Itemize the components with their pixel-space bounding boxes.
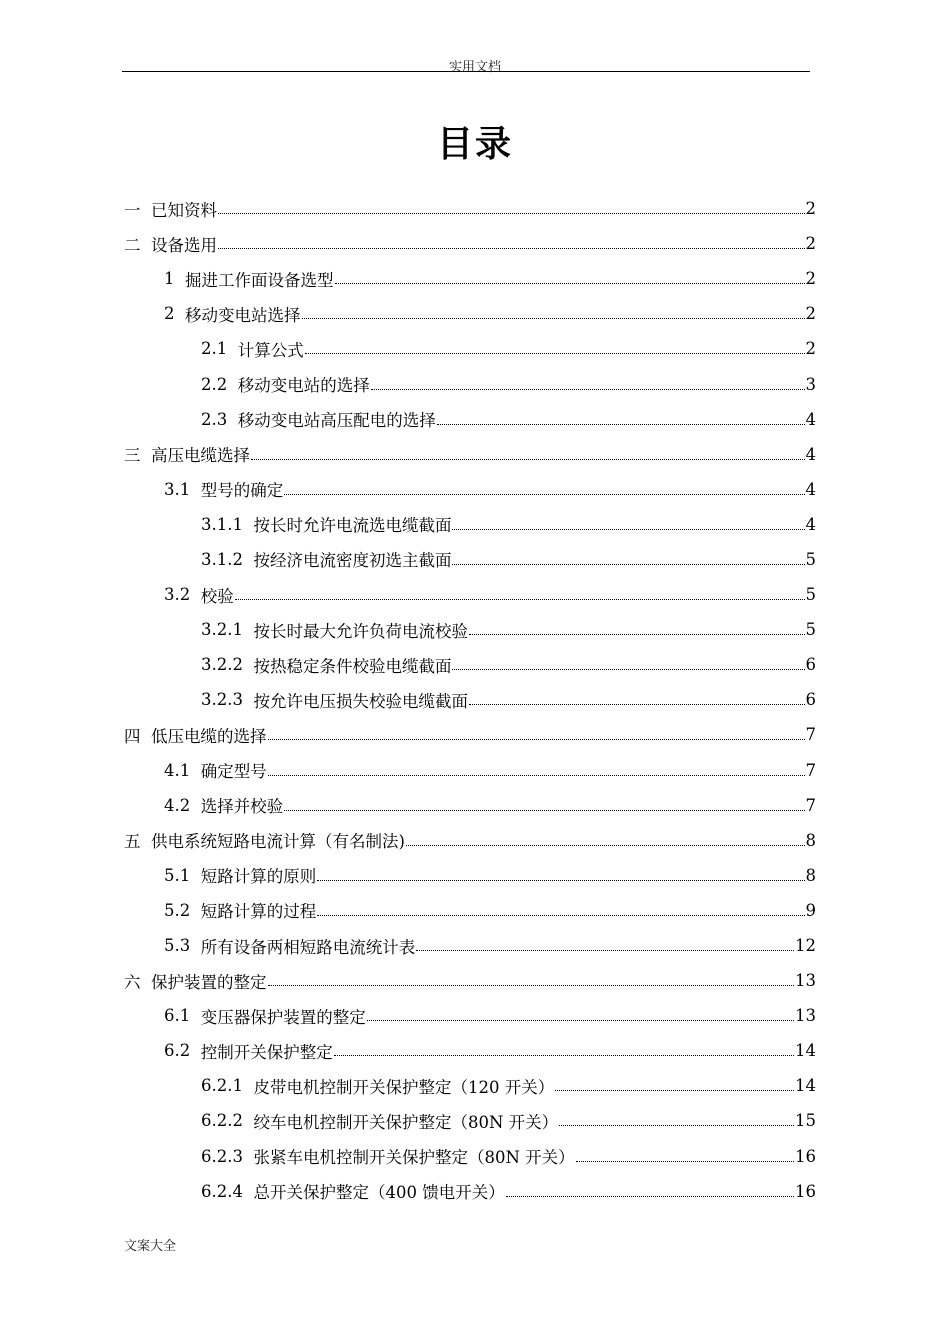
toc-entry-gap (190, 866, 201, 885)
toc-entry-title: 移动变电站的选择 (237, 376, 370, 396)
toc-entry-number: 六 (124, 972, 141, 992)
toc-entry-page: 6 (805, 690, 816, 710)
toc-dot-leader (506, 1196, 794, 1197)
toc-dot-leader (235, 599, 805, 600)
toc-entry-title: 按允许电压损失校验电缆截面 (253, 691, 468, 711)
toc-entry-gap (141, 725, 152, 744)
page-footer-text: 文案大全 (124, 1239, 177, 1254)
toc-entry-gap (190, 585, 201, 604)
toc-entry-gap (141, 199, 152, 218)
toc-entry-page: 16 (795, 1181, 816, 1201)
toc-entry-page: 4 (805, 514, 816, 534)
toc-dot-leader (284, 810, 804, 811)
toc-entry-number: 3.2 (164, 585, 191, 605)
toc-entry-title: 高压电缆选择 (151, 446, 250, 466)
toc-entry-title: 变压器保护装置的整定 (200, 1007, 366, 1027)
toc-entry[interactable] (124, 963, 816, 998)
toc-entry-page: 14 (795, 1076, 816, 1096)
toc-entry-title: 皮带电机控制开关保护整定（120 开关） (253, 1077, 555, 1097)
toc-entry-number: 1 (164, 269, 175, 289)
toc-entry-title: 校验 (200, 586, 234, 606)
toc-entry-number: 5.2 (164, 900, 191, 920)
toc-entry-title: 掘进工作面设备选型 (185, 270, 334, 290)
toc-entry[interactable] (124, 1033, 816, 1068)
toc-entry-number: 3.1 (164, 479, 191, 499)
toc-entry[interactable] (124, 577, 816, 612)
toc-entry-gap (243, 690, 254, 709)
toc-entry-title: 确定型号 (200, 762, 267, 782)
toc-entry[interactable] (124, 928, 816, 963)
toc-entry-page: 8 (805, 830, 816, 850)
toc-entry-number: 5.1 (164, 865, 191, 885)
toc-entry-title: 按长时允许电流选电缆截面 (253, 516, 452, 536)
toc-entry-gap (141, 831, 152, 850)
toc-entry-gap (243, 1147, 254, 1166)
toc-entry[interactable] (124, 542, 816, 577)
toc-entry-page: 4 (805, 444, 816, 464)
page-header-text: 实用文档 (448, 60, 501, 75)
toc-entry-number: 6.2.2 (201, 1111, 243, 1131)
toc-dot-leader (416, 950, 794, 951)
toc-entry[interactable] (124, 472, 816, 507)
toc-entry-page: 7 (805, 795, 816, 815)
toc-dot-leader (576, 1161, 794, 1162)
toc-entry-page: 9 (805, 900, 816, 920)
toc-entry-page: 7 (805, 725, 816, 745)
toc-entry[interactable] (124, 612, 816, 647)
toc-dot-leader (452, 669, 804, 670)
toc-entry[interactable] (124, 998, 816, 1033)
toc-entry[interactable] (124, 1139, 816, 1174)
toc-entry-gap (227, 339, 238, 358)
toc-entry[interactable] (124, 647, 816, 682)
toc-entry-page: 13 (795, 971, 816, 991)
toc-entry-number: 5.3 (164, 936, 191, 956)
toc-entry-number: 2.1 (201, 339, 228, 359)
toc-entry-gap (243, 1182, 254, 1201)
toc-entry-title: 所有设备两相短路电流统计表 (200, 937, 416, 957)
toc-entry-page: 2 (805, 234, 816, 254)
toc-entry-gap (243, 620, 254, 639)
toc-entry[interactable] (124, 507, 816, 542)
toc-dot-leader (268, 739, 805, 740)
toc-entry-page: 6 (805, 655, 816, 675)
toc-dot-leader (335, 283, 805, 284)
toc-entry-number: 3.2.1 (201, 620, 243, 640)
toc-entry-number: 3.2.2 (201, 655, 243, 675)
toc-dot-leader (302, 318, 805, 319)
toc-dot-leader (406, 845, 805, 846)
toc-dot-leader (317, 915, 804, 916)
toc-entry-page: 2 (805, 199, 816, 219)
toc-entry-number: 一 (124, 200, 141, 220)
toc-entry[interactable] (124, 226, 816, 261)
toc-entry-title: 已知资料 (151, 200, 217, 220)
toc-entry-number: 四 (124, 726, 141, 746)
toc-entry-number: 二 (124, 235, 141, 255)
toc-entry-number: 4.2 (164, 795, 191, 815)
toc-entry-title: 短路计算的原则 (200, 867, 317, 887)
toc-dot-leader (452, 564, 804, 565)
toc-entry[interactable] (124, 682, 816, 717)
toc-entry-gap (190, 480, 201, 499)
toc-entry-page: 12 (795, 936, 816, 956)
toc-dot-leader (469, 704, 805, 705)
toc-entry-gap (141, 971, 152, 990)
toc-entry-title: 移动变电站高压配电的选择 (237, 411, 436, 431)
toc-entry-gap (175, 269, 186, 288)
header-rule (122, 71, 810, 72)
toc-entry-number: 6.2 (164, 1041, 191, 1061)
toc-entry-number: 4.1 (164, 760, 191, 780)
toc-entry-page: 2 (805, 339, 816, 359)
page-title: 目录 (436, 123, 513, 165)
toc-entry-page: 16 (795, 1146, 816, 1166)
toc-entry-gap (227, 410, 238, 429)
toc-entry[interactable] (124, 191, 816, 226)
toc-entry-gap (190, 901, 201, 920)
toc-entry-number: 3.2.3 (201, 690, 243, 710)
toc-entry-page: 5 (805, 620, 816, 640)
toc-entry[interactable] (124, 717, 816, 752)
toc-entry-gap (141, 234, 152, 253)
toc-entry[interactable] (124, 1068, 816, 1103)
toc-dot-leader (469, 634, 805, 635)
toc-entry-page: 8 (805, 865, 816, 885)
toc-entry[interactable] (124, 366, 816, 401)
toc-entry-gap (190, 1041, 201, 1060)
toc-entry[interactable] (124, 402, 816, 437)
toc-entry-title: 按热稳定条件校验电缆截面 (253, 656, 452, 676)
toc-entry-gap (175, 304, 186, 323)
toc-entry-page: 13 (795, 1006, 816, 1026)
toc-dot-leader (559, 1125, 794, 1126)
toc-entry-page: 4 (805, 409, 816, 429)
toc-dot-leader (334, 1055, 794, 1056)
toc-entry[interactable] (124, 1103, 816, 1138)
toc-entry[interactable] (124, 788, 816, 823)
toc-dot-leader (268, 775, 805, 776)
toc-entry-number: 2 (164, 304, 175, 324)
toc-dot-leader (452, 529, 804, 530)
toc-dot-leader (555, 1090, 794, 1091)
toc-entry-number: 6.1 (164, 1006, 191, 1026)
toc-dot-leader (218, 213, 805, 214)
toc-entry-number: 6.2.4 (201, 1181, 243, 1201)
toc-entry-title: 按长时最大允许负荷电流校验 (253, 621, 468, 641)
toc-entry[interactable] (124, 893, 816, 928)
toc-entry-gap (243, 515, 254, 534)
toc-entry-title: 低压电缆的选择 (151, 726, 267, 746)
table-of-contents (124, 191, 816, 1209)
toc-entry-number: 2.2 (201, 374, 228, 394)
toc-entry-number: 6.2.1 (201, 1076, 243, 1096)
toc-entry-title: 绞车电机控制开关保护整定（80N 开关） (253, 1112, 559, 1132)
toc-entry-title: 按经济电流密度初选主截面 (253, 551, 452, 571)
toc-entry-title: 张紧车电机控制开关保护整定（80N 开关） (253, 1148, 575, 1168)
toc-entry-gap (190, 1006, 201, 1025)
toc-entry[interactable] (124, 296, 816, 331)
toc-entry[interactable] (124, 437, 816, 472)
toc-dot-leader (371, 389, 805, 390)
toc-entry-title: 保护装置的整定 (151, 972, 267, 992)
toc-entry-title: 控制开关保护整定 (200, 1042, 333, 1062)
toc-entry-title: 设备选用 (151, 235, 217, 255)
toc-dot-leader (268, 985, 795, 986)
toc-entry-page: 15 (795, 1111, 816, 1131)
toc-entry-number: 五 (124, 832, 141, 852)
toc-entry-gap (243, 1076, 254, 1095)
toc-entry-page: 5 (805, 549, 816, 569)
toc-entry-number: 三 (124, 446, 141, 466)
toc-entry-title: 移动变电站选择 (185, 305, 301, 325)
toc-entry[interactable] (124, 858, 816, 893)
toc-entry-title: 供电系统短路电流计算（有名制法) (151, 832, 405, 852)
toc-dot-leader (437, 424, 805, 425)
toc-dot-leader (218, 248, 805, 249)
toc-dot-leader (251, 459, 805, 460)
toc-entry[interactable] (124, 823, 816, 858)
toc-entry-gap (227, 375, 238, 394)
toc-entry-page: 2 (805, 269, 816, 289)
toc-entry-title: 型号的确定 (200, 481, 284, 501)
toc-entry[interactable] (124, 331, 816, 366)
toc-entry-gap (243, 655, 254, 674)
toc-entry-gap (243, 550, 254, 569)
toc-entry-title: 选择并校验 (200, 797, 284, 817)
toc-entry-gap (141, 445, 152, 464)
toc-entry-gap (190, 936, 201, 955)
toc-dot-leader (317, 880, 804, 881)
toc-dot-leader (367, 1020, 794, 1021)
toc-entry[interactable] (124, 261, 816, 296)
toc-entry-number: 3.1.1 (201, 514, 243, 534)
toc-entry-number: 3.1.2 (201, 549, 243, 569)
toc-dot-leader (284, 494, 804, 495)
toc-entry-page: 3 (805, 374, 816, 394)
toc-dot-leader (305, 353, 805, 354)
toc-entry-page: 4 (805, 479, 816, 499)
toc-entry-number: 6.2.3 (201, 1146, 243, 1166)
toc-entry-title: 短路计算的过程 (200, 902, 317, 922)
toc-entry-page: 7 (805, 760, 816, 780)
toc-entry[interactable] (124, 1174, 816, 1209)
toc-entry-page: 2 (805, 304, 816, 324)
toc-entry-gap (190, 761, 201, 780)
toc-entry-gap (190, 796, 201, 815)
toc-entry-gap (243, 1111, 254, 1130)
toc-entry-page: 5 (805, 585, 816, 605)
toc-entry-page: 14 (795, 1041, 816, 1061)
toc-entry-number: 2.3 (201, 409, 228, 429)
toc-entry-title: 计算公式 (237, 340, 304, 360)
toc-entry[interactable] (124, 753, 816, 788)
toc-entry-title: 总开关保护整定（400 馈电开关） (253, 1183, 505, 1203)
